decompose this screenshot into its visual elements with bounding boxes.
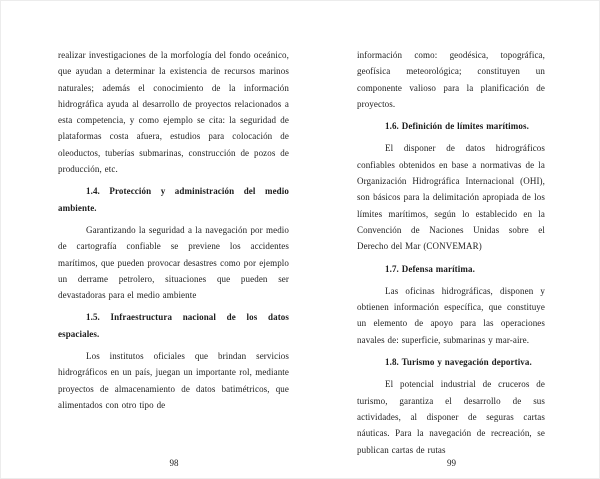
section-heading-1-7: 1.7. Defensa marítima.: [385, 263, 475, 274]
section-heading-1-6: 1.6. Definición de límites marítimos.: [385, 121, 529, 132]
paragraph: El potencial industrial de cruceros de turismo, garantiza el desarrollo de sus actividades, al disponer de seguras cartas náuticas. Para la navegación de recreación, se publican cartas de rutas: [357, 379, 545, 455]
paragraph: Garantizando la seguridad a la navegación por medio de cartografía confiable se previene los accidentes marítimos, que pueden provocar desastres como por ejemplo un derrame petrolero, situaciones que pueden ser devastadoras para el medio ambiente: [58, 224, 289, 301]
page-number-left: 98: [169, 458, 179, 468]
paragraph: Los institutos oficiales que brindan servicios hidrográficos en un país, juegan un importante rol, mediante proyectos de almacenamiento de datos batimétricos, que alimentados con otro tipo de: [58, 351, 289, 410]
page-left: [1, 1, 300, 478]
page-left-body: [1, 1, 300, 478]
paragraph-continuation: realizar investigaciones de la morfología del fondo oceánico, que ayudan a determinar la existencia de recursos marinos naturales; además el conocimiento de la información hidrográfica ayuda al desarrollo de proyectos relacionados a esta competencia, y como ejemplo se cita: la seguridad de plataformas costa afuera, estudios para colocación de oleoductos, tuberías submarinas, construcción de pozos de producción, etc.: [58, 50, 289, 175]
paragraph: Las oficinas hidrográficas, disponen y obtienen información específica, que constituye un elemento de apoyo para las operaciones navales de: superficie, submarinas y mar-aire.: [357, 285, 545, 345]
paragraph: El disponer de datos hidrográficos confiables obtenidos en base a normativas de la Organización Hidrográfica Internacional (OHI), son básicos para la delimitación apropiada de los límites marítimos, según lo establecido en la Convención de Naciones Unidas sobre el Derecho del Mar (CONVEMAR): [357, 143, 545, 252]
section-heading-1-8: 1.8. Turismo y navegación deportiva.: [385, 357, 532, 368]
section-heading-1-4: 1.4. Protección y administración del medio ambiente.: [58, 186, 289, 213]
page-number-right: 99: [447, 458, 456, 468]
section-heading-1-5: 1.5. Infraestructura nacional de los datos espaciales.: [58, 312, 289, 339]
page-right-body: [300, 1, 599, 478]
paragraph-continuation: información como: geodésica, topográfica, geofísica meteorológica; constituyen un componente valioso para la planificación de proyectos.: [357, 50, 545, 109]
page-right: [300, 1, 599, 478]
